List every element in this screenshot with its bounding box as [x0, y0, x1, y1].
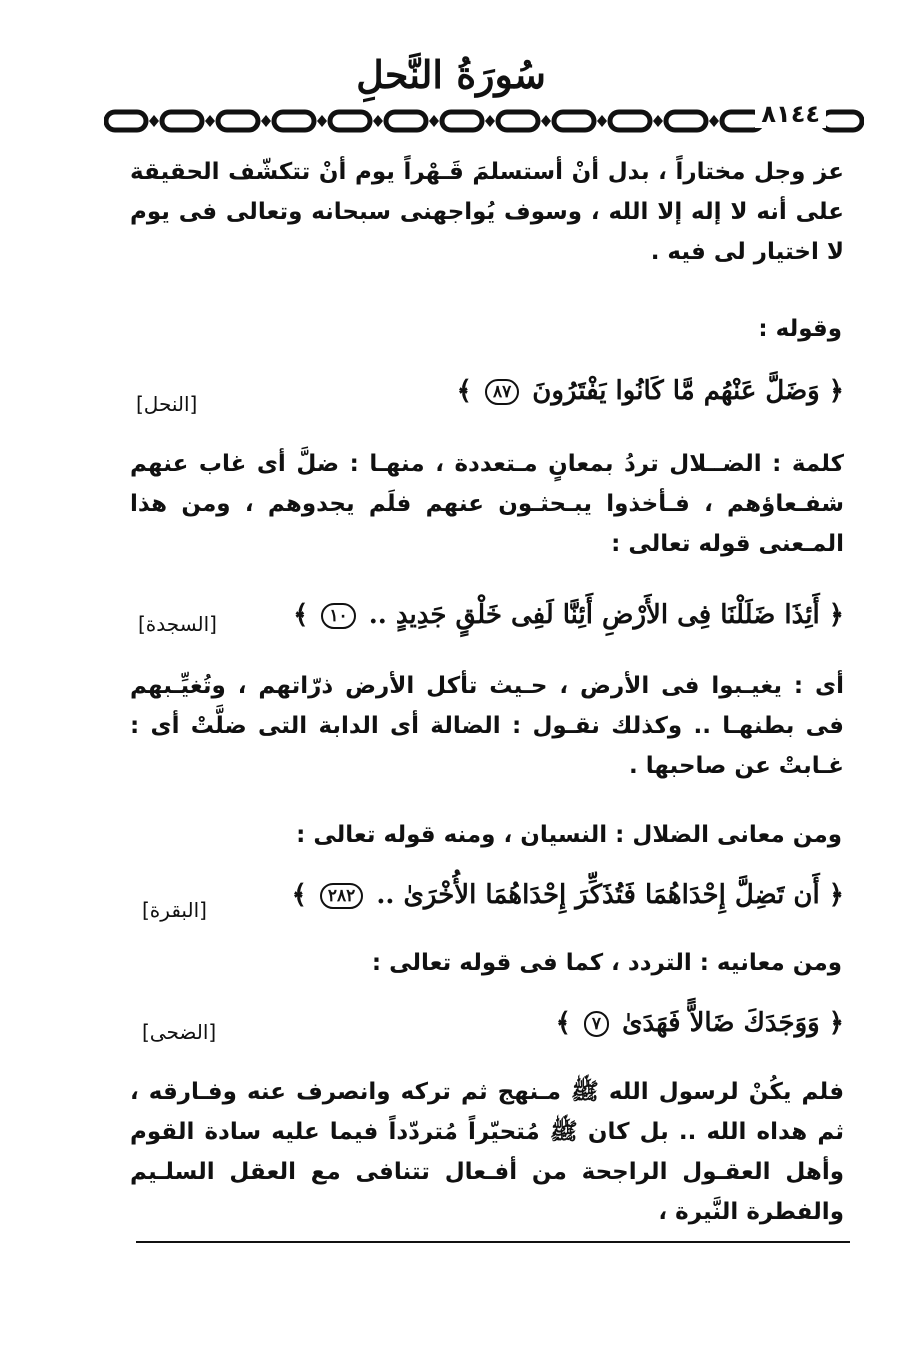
intro-quote: وقوله :	[758, 316, 842, 342]
paragraph-4: ومن معانى الضلال : النسيان ، ومنه قوله تعالى :	[296, 822, 842, 848]
verse-text: ﴿ وَضَلَّ عَنْهُم مَّا كَانُوا يَفْتَرُونَ	[532, 376, 844, 406]
verse-text: ﴿ أَئِذَا ضَلَلْنَا فِى الأَرْضِ أَئِنَّا لَفِى خَلْقٍ جَدِيدٍ ..	[368, 600, 844, 630]
verse-2	[293, 600, 844, 630]
chain-ornament	[104, 104, 864, 140]
verse-close-bracket: ﴾	[555, 1008, 571, 1038]
verse-close-bracket: ﴾	[291, 880, 307, 910]
verse-text: ﴿ وَوَجَدَكَ ضَالاًّ فَهَدَىٰ	[622, 1008, 844, 1038]
verse-3	[292, 880, 844, 910]
page-number: ٨١٤٤	[755, 100, 826, 128]
surah-title: سُورَةُ النَّحلِ	[356, 52, 546, 97]
verse-number: ٨٧	[485, 379, 519, 405]
surah-reference: [النحل]	[136, 392, 198, 416]
verse-text: ﴿ أَن تَضِلَّ إِحْدَاهُمَا فَتُذَكِّرَ إِحْدَاهُمَا الأُخْرَىٰ ..	[376, 880, 844, 910]
ornamental-header-rule	[104, 100, 864, 140]
verse-number: ٧	[584, 1011, 609, 1037]
verse-4	[556, 1008, 844, 1038]
verse-close-bracket: ﴾	[293, 600, 309, 630]
surah-reference: [الضحى]	[142, 1020, 217, 1044]
paragraph-1: عز وجل مختاراً ، بدل أنْ أستسلمَ قَـهْراً يوم أنْ تتكشّف الحقيقة على أنه لا إله إلا الله ، وسوف يُواجهنى سبحانه وتعالى فى يوم لا اختيار لى فيه .	[130, 159, 844, 265]
footer-rule	[136, 1241, 850, 1243]
verse-number: ٢٨٢	[320, 883, 363, 909]
surah-reference: [البقرة]	[142, 898, 207, 922]
verse-number: ١٠	[321, 603, 355, 629]
paragraph-5: ومن معانيه : التردد ، كما فى قوله تعالى :	[371, 950, 842, 976]
surah-reference: [السجدة]	[138, 612, 217, 636]
paragraph-3: أى : يغيـبوا فى الأرض ، حـيث تأكل الأرض ذرّاتهم ، وتُغيِّـبهم فى بطنهـا .. وكذلك نقـول : الضالة أى الدابة التى ضلَّتْ أى : غـابتْ عن صاحبها .	[130, 673, 844, 779]
verse-close-bracket: ﴾	[456, 376, 472, 406]
verse-1	[457, 376, 844, 406]
paragraph-6: فلم يكُنْ لرسول الله ﷺ مـنهج ثم تركه وانصرف عنه وفـارقه ، ثم هداه الله .. بل كان ﷺ مُتحيّراً مُتردّداً فيما عليه سادة القوم وأهل العقـول الراجحة من أفـعال تتنافى مع العقل السلـيم والفطرة النَّيرة ،	[130, 1079, 844, 1225]
paragraph-2: كلمة : الضــلال تردُ بمعانٍ مـتعددة ، منهـا : ضلَّ أى غاب عنهم شفـعاؤهم ، فـأخذوا يبـحثـون عنهم فلَم يجدوهم ، ومن هذا المـعنى قوله تعالى :	[130, 451, 844, 557]
